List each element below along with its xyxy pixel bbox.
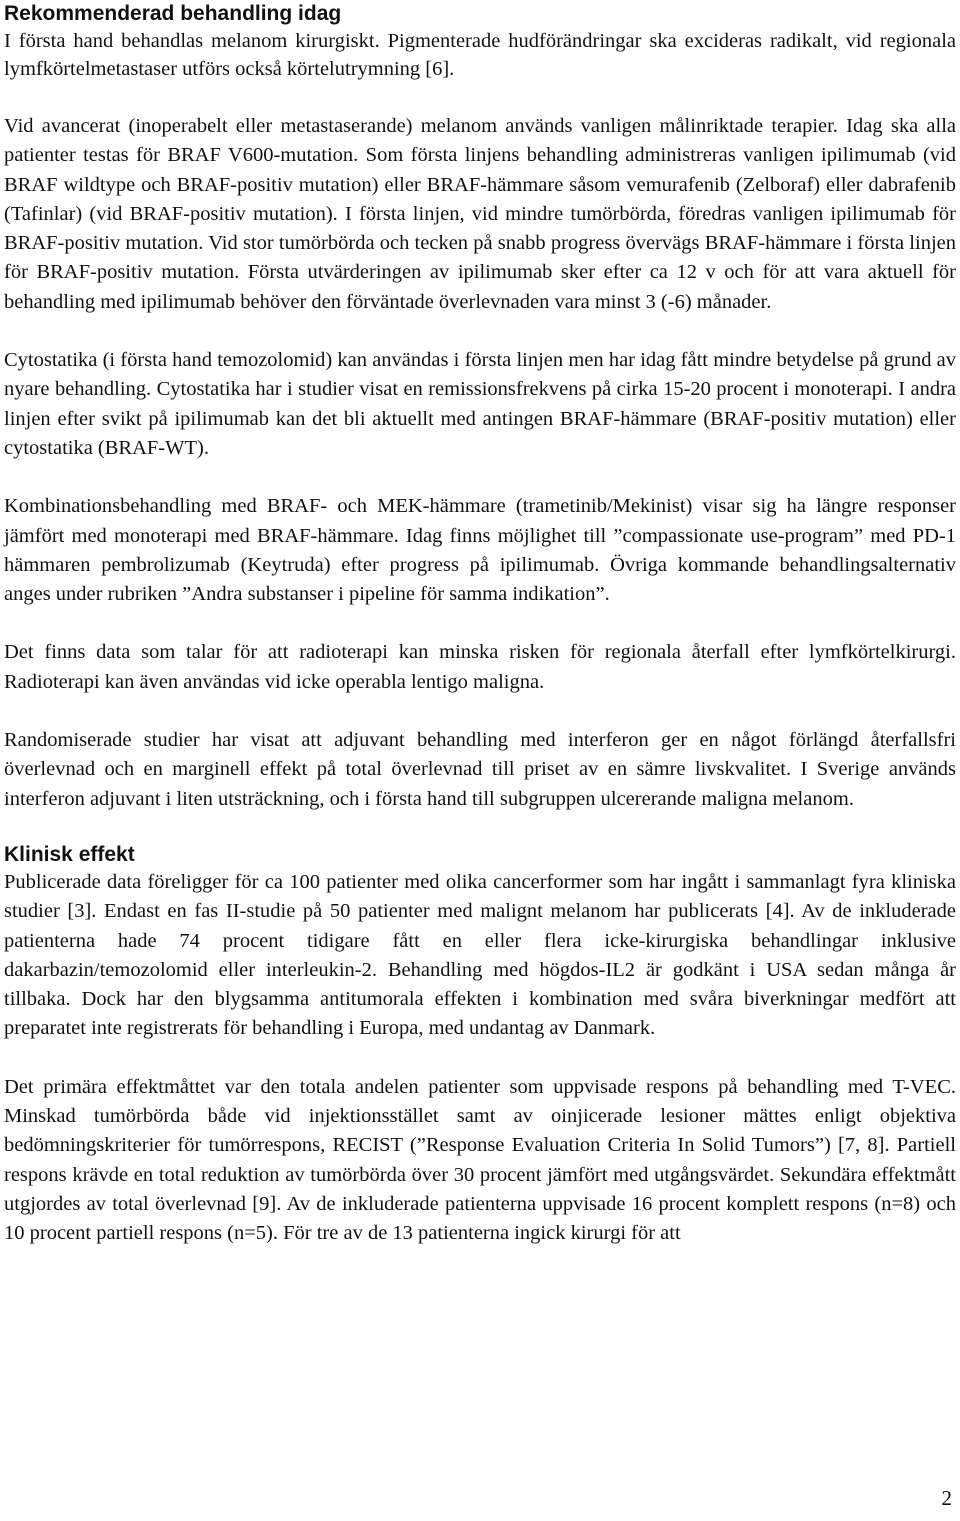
paragraph-published-data: Publicerade data föreligger för ca 100 patienter med olika cancerformer som har ingått i sammanlagt fyra kliniska studier [3]. Endast en fas II-studie på 50 patienter med malignt melanom har publicerats [4]. Av de inkluderade patienterna hade 74 procent tidigare fått en eller flera icke-kirurgiska behandlingar inklusive dakarbazin/temozolomid eller interleukin-2. Behandling med högdos-IL2 är godkänt i USA sedan många år tillbaka. Dock har den blygsamma antitumorala effekten i kombination med svåra biverkningar medfört att preparatet inte registrerats för behandling i Europa, med undantag av Danmark. xyxy=(4,870,956,1040)
paragraph-advanced-melanoma: Vid avancerat (inoperabelt eller metastaserande) melanom används vanligen målinriktade terapier. Idag ska alla patienter testas för BRAF V600-mutation. Som första linjens behandling administreras vanligen ipilimumab (vid BRAF wildtype och BRAF-positiv mutation) eller BRAF-hämmare såsom vemurafenib (Zelboraf) eller dabrafenib (Tafinlar) (vid BRAF-positiv mutation). I första linjen, vid mindre tumörbörda, föredras vanligen ipilimumab för BRAF-positiv mutation. Vid stor tumörbörda och tecken på snabb progress övervägs BRAF-hämmare i första linjen för BRAF-positiv mutation. Första utvärderingen av ipilimumab sker efter ca 12 v och för att vara aktuell för behandling med ipilimumab behöver den förväntade överlevnaden vara minst 3 (-6) månader. xyxy=(4,115,956,313)
paragraph-interferon: Randomiserade studier har visat att adjuvant behandling med interferon ger en något förlängd återfallsfri överlevnad och en marginell effekt på total överlevnad till priset av en sämre livskvalitet. I Sverige används interferon adjuvant i liten utsträckning, och i första hand till subgruppen ulcererande maligna melanom. xyxy=(4,729,956,810)
paragraph-radiotherapy: Det finns data som talar för att radioterapi kan minska risken för regionala återfall efter lymfkörtelkirurgi. Radioterapi kan även användas vid icke operabla lentigo maligna. xyxy=(4,641,956,693)
section-heading-clinical-effect: Klinisk effekt xyxy=(4,842,135,866)
section-heading-recommended-treatment: Rekommenderad behandling idag xyxy=(4,2,342,25)
paragraph-primary-endpoint: Det primära effektmåttet var den totala andelen patienter som uppvisade respons på behandling med T-VEC. Minskad tumörbörda både vid injektionsstället samt av oinjicerade lesioner mättes enligt objektiva bedömningskriterier för tumörrespons, RECIST (”Response Evaluation Criteria In Solid Tumors”) [7, 8]. Partiell respons krävde en total reduktion av tumörbörda över 30 procent jämfört med utgångsvärdet. Sekundära effektmått utgjordes av total överlevnad [9]. Av de inkluderade patienterna uppvisade 16 procent komplett respons (n=8) och 10 procent partiell respons (n=5). För tre av de 13 patienterna ingick kirurgi för att xyxy=(4,1075,956,1245)
paragraph-combination-treatment: Kombinationsbehandling med BRAF- och MEK-hämmare (trametinib/Mekinist) visar sig ha längre responser jämfört med monoterapi med BRAF-hämmare. Idag finns möjlighet till ”compassionate use-program” med PD-1 hämmaren pembrolizumab (Keytruda) efter progress på ipilimumab. Övriga kommande behandlingsalternativ anges under rubriken ”Andra substanser i pipeline för samma indikation”. xyxy=(4,495,956,606)
page-number: 2 xyxy=(941,1486,952,1510)
paragraph-surgery: I första hand behandlas melanom kirurgiskt. Pigmenterade hudförändringar ska excideras radikalt, vid regionala lymfkörtelmetastaser utförs också körtelutrymning [6]. xyxy=(4,30,956,80)
document-page xyxy=(4,0,956,1249)
paragraph-cytostatics: Cytostatika (i första hand temozolomid) kan användas i första linjen men har idag fått mindre betydelse på grund av nyare behandling. Cytostatika har i studier visat en remissionsfrekvens på cirka 15-20 procent i monoterapi. I andra linjen efter svikt på ipilimumab kan det bli aktuellt med antingen BRAF-hämmare (BRAF-positiv mutation) eller cytostatika (BRAF-WT). xyxy=(4,349,956,459)
